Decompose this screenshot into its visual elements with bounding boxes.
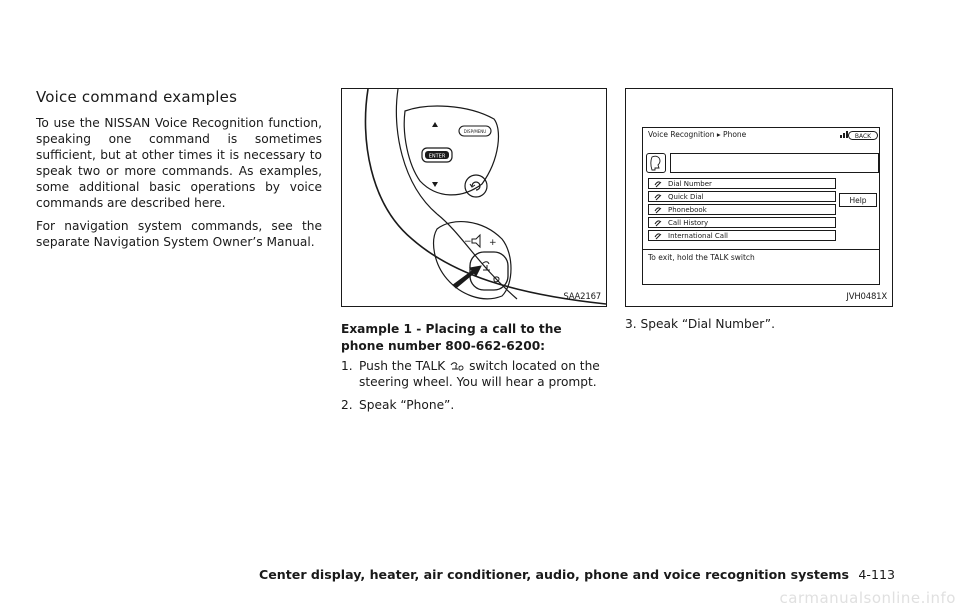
phone-menu	[648, 178, 836, 243]
step-number: 3.	[625, 317, 637, 331]
navigation-note-paragraph: For navigation system commands, see the separate Navigation System Owner’s Manual.	[36, 219, 322, 249]
steering-wheel-illustration	[342, 89, 606, 306]
intro-column	[36, 88, 322, 257]
footer-chapter-title: Center display, heater, air conditioner, audio, phone and voice recognition systems	[259, 567, 849, 582]
menu-item-label: Call History	[668, 219, 709, 227]
example-steps	[341, 358, 607, 413]
menu-item-call-history[interactable]	[648, 217, 836, 228]
disp-button-label: DISP/MENU	[463, 129, 487, 134]
voice-command-icon	[654, 232, 662, 240]
step-text-before: Push the TALK	[359, 359, 446, 373]
talk-switch-icon	[449, 360, 465, 372]
example-title: Example 1 - Placing a call to the phone number 800-662-6200:	[341, 322, 562, 353]
menu-item-label: Quick Dial	[668, 193, 704, 201]
menu-item-label: International Call	[668, 232, 728, 240]
enter-button-label: ENTER	[428, 153, 446, 160]
menu-item-label: Dial Number	[668, 180, 712, 188]
voice-input-box	[670, 153, 879, 173]
screen-footer-text: To exit, hold the TALK switch	[648, 253, 755, 262]
page-footer	[259, 567, 895, 587]
voice-command-icon	[654, 206, 662, 214]
menu-item-dial-number[interactable]	[648, 178, 836, 189]
voice-command-icon	[654, 180, 662, 188]
screen-header: Voice Recognition ▸ Phone	[648, 130, 747, 139]
menu-item-international-call[interactable]	[648, 230, 836, 241]
menu-item-quick-dial[interactable]	[648, 191, 836, 202]
speaking-head-icon	[647, 154, 665, 172]
step-text: Speak “Phone”.	[359, 398, 455, 412]
svg-text:−: −	[464, 237, 472, 247]
figure-code: JVH0481X	[846, 292, 887, 302]
step-item	[341, 397, 607, 413]
steering-wheel-figure	[341, 88, 607, 307]
intro-paragraph: To use the NISSAN Voice Recognition function, speaking one command is sometimes sufficient, but at other times it is necessary to speak two or more commands. As examples, some additional basic operations by voice commands are described here.	[36, 116, 322, 210]
step-number: 2.	[341, 398, 353, 412]
menu-item-phonebook[interactable]	[648, 204, 836, 215]
voice-mic-icon	[646, 153, 666, 173]
step-text-after: switch located on the steering wheel. You will hear a prompt.	[359, 359, 600, 389]
figure-code: SAA2167	[563, 292, 601, 302]
step-number: 1.	[341, 359, 353, 373]
step-item	[341, 358, 607, 390]
screen-footer	[643, 249, 879, 262]
svg-text:+: +	[489, 238, 497, 248]
page-number: 4-113	[858, 567, 895, 582]
voice-recognition-screen	[642, 127, 880, 285]
step-text: Speak “Dial Number”.	[640, 317, 775, 331]
example-column	[341, 88, 607, 420]
watermark: carmanualsonline.info	[779, 589, 956, 607]
voice-command-icon	[654, 193, 662, 201]
menu-item-label: Phonebook	[668, 206, 707, 214]
screen-column	[625, 88, 893, 332]
back-button[interactable]: BACK	[848, 131, 878, 140]
section-title: Voice command examples	[36, 88, 238, 106]
help-button[interactable]: Help	[839, 193, 877, 207]
phone-screen-figure	[625, 88, 893, 307]
step-item	[625, 316, 893, 332]
voice-command-icon	[654, 219, 662, 227]
